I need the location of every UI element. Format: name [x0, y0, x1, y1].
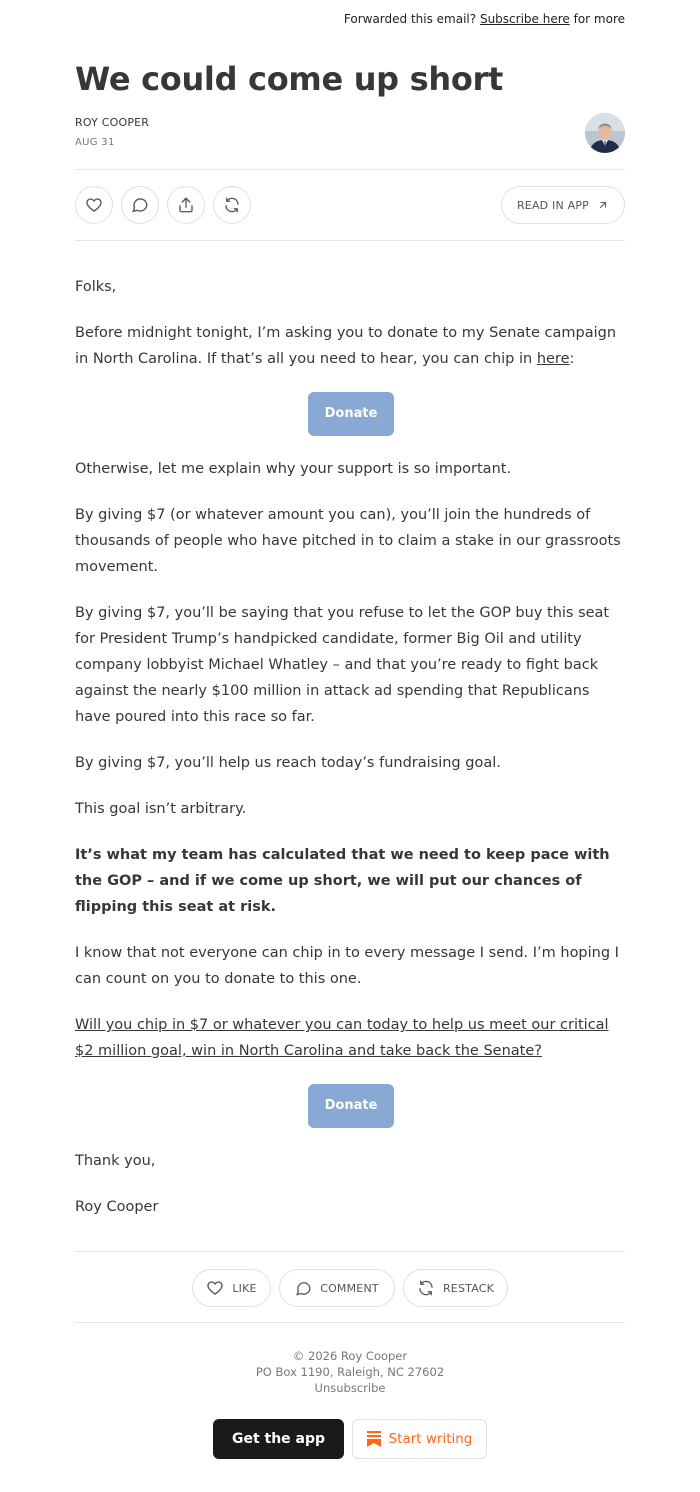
restack-icon [417, 1279, 435, 1297]
signature: Roy Cooper [75, 1199, 159, 1215]
paragraph-7-bold: It’s what my team has calculated that we need to keep pace with the GOP – and if we come up short, we will put our chances of flipping this seat at risk. [75, 847, 610, 915]
unsubscribe-link[interactable]: Unsubscribe [314, 1381, 386, 1395]
post-title: We could come up short [75, 60, 504, 98]
read-in-app-button[interactable] [501, 186, 625, 224]
chip-in-link[interactable]: Will you chip in $7 or whatever you can today to help us meet our critical $2 million goal, win in North Carolina and take back the Senate? [75, 1017, 609, 1059]
paragraph-1 [75, 320, 627, 372]
paragraph-1-end: : [569, 351, 575, 367]
divider-bottom [75, 1251, 625, 1252]
paragraph-8: I know that not everyone can chip in to every message I send. I’m hoping I can count on you to donate to this one. [75, 945, 619, 987]
forwarded-suffix: for more [573, 12, 625, 26]
restack-button[interactable] [403, 1269, 508, 1307]
comment-label: COMMENT [320, 1281, 379, 1295]
divider-footer [75, 1322, 625, 1323]
avatar-image [585, 113, 625, 153]
like-button[interactable] [192, 1269, 271, 1307]
footer-info [0, 1348, 700, 1396]
donate-button-container [75, 392, 627, 436]
share-icon-button[interactable] [167, 186, 205, 224]
address: PO Box 1190, Raleigh, NC 27602 [255, 1365, 445, 1379]
paragraph-4: By giving $7, you’ll be saying that you refuse to let the GOP buy this seat for President Trump’s handpicked candidate, former Big Oil and utility company lobbyist Michael Whatley – and that you’re ready to fight back against the nearly $100 million in attack ad spending that Republicans have poured into this race so far. [75, 605, 610, 725]
heart-icon [85, 196, 103, 214]
get-the-app-button[interactable]: Get the app [213, 1419, 344, 1459]
paragraph-7 [75, 842, 627, 920]
donate-button-container-2 [75, 1084, 627, 1128]
forwarded-notice [344, 12, 625, 26]
comment-button[interactable] [279, 1269, 395, 1307]
donate-button[interactable]: Donate [308, 392, 394, 436]
heart-icon [206, 1279, 224, 1297]
start-writing-label: Start writing [388, 1431, 473, 1447]
comment-icon-button[interactable] [121, 186, 159, 224]
paragraph-5: By giving $7, you’ll help us reach today’s fundraising goal. [75, 755, 501, 771]
share-icon [177, 196, 195, 214]
restack-icon [223, 196, 241, 214]
paragraph-6: This goal isn’t arbitrary. [75, 801, 247, 817]
restack-label: RESTACK [442, 1281, 495, 1295]
like-label: LIKE [232, 1281, 257, 1295]
read-in-app-label: READ IN APP [516, 198, 590, 212]
post-date: AUG 31 [75, 137, 115, 148]
substack-logo-icon [367, 1431, 381, 1447]
like-icon-button[interactable] [75, 186, 113, 224]
post-author[interactable]: ROY COOPER [75, 116, 150, 129]
arrow-up-right-icon [597, 199, 609, 211]
copyright: © 2026 Roy Cooper [292, 1349, 408, 1363]
comment-icon [295, 1280, 312, 1297]
post-body [75, 274, 627, 1240]
paragraph-3: By giving $7 (or whatever amount you can), you’ll join the hundreds of thousands of people who have pitched in to claim a stake in our grassroots movement. [75, 507, 621, 575]
restack-icon-button[interactable] [213, 186, 251, 224]
paragraph-1-text: Before midnight tonight, I’m asking you to donate to my Senate campaign in North Carolina. If that’s all you need to hear, you can chip in [75, 325, 617, 367]
donate-here-link[interactable]: here [536, 351, 570, 367]
divider-actions [75, 240, 625, 241]
paragraph-2: Otherwise, let me explain why your support is so important. [75, 461, 512, 477]
closing: Thank you, [75, 1153, 156, 1169]
donate-button-2[interactable]: Donate [308, 1084, 394, 1128]
forwarded-prefix: Forwarded this email? [343, 12, 477, 26]
comment-icon [131, 196, 149, 214]
paragraph-9 [75, 1012, 627, 1064]
author-avatar[interactable] [585, 113, 625, 153]
greeting: Folks, [75, 279, 117, 295]
divider-top [75, 169, 625, 170]
start-writing-button[interactable] [352, 1419, 487, 1459]
subscribe-link[interactable]: Subscribe here [479, 12, 570, 26]
